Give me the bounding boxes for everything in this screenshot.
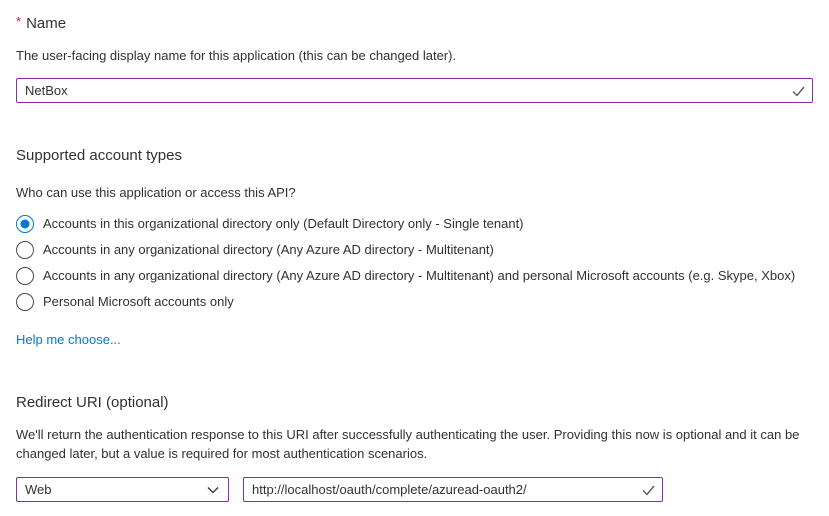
- name-description: The user-facing display name for this application (this can be changed later).: [16, 48, 457, 63]
- redirect-uri-input-wrap: [243, 477, 663, 502]
- name-input-wrap: [16, 78, 813, 103]
- name-title-text: Name: [26, 15, 67, 32]
- radio-option-label: Accounts in any organizational directory (Any Azure AD directory - Multitenant) and personal Microsoft accounts (e.g. Skype, Xbox): [43, 268, 796, 283]
- radio-option-single-tenant[interactable]: [16, 211, 813, 237]
- radio-option-multitenant[interactable]: [16, 237, 813, 263]
- platform-select-value: Web: [25, 482, 52, 497]
- redirect-uri-controls: [16, 477, 813, 502]
- redirect-uri-title: Redirect URI (optional): [16, 394, 169, 411]
- required-asterisk: *: [16, 14, 22, 29]
- radio-option-multitenant-personal[interactable]: [16, 263, 813, 289]
- radio-button-icon[interactable]: [16, 215, 34, 233]
- checkmark-icon: [791, 83, 806, 98]
- radio-option-label: Accounts in any organizational directory (Any Azure AD directory - Multitenant): [43, 242, 494, 257]
- radio-button-icon[interactable]: [16, 241, 34, 259]
- redirect-uri-section: [16, 393, 813, 502]
- account-types-title: Supported account types: [16, 147, 182, 164]
- name-section-title: [16, 12, 813, 34]
- radio-button-icon[interactable]: [16, 267, 34, 285]
- radio-button-icon[interactable]: [16, 293, 34, 311]
- redirect-uri-input[interactable]: [243, 477, 663, 502]
- account-types-radio-group: [16, 211, 813, 315]
- account-types-section: [16, 146, 813, 349]
- platform-select[interactable]: [16, 477, 229, 502]
- radio-option-personal-only[interactable]: [16, 289, 813, 315]
- name-section: [16, 12, 813, 103]
- account-types-question: Who can use this application or access this API?: [16, 185, 296, 200]
- radio-option-label: Personal Microsoft accounts only: [43, 294, 234, 309]
- chevron-down-icon: [206, 483, 220, 497]
- redirect-uri-description: We'll return the authentication response to this URI after successfully authenticating the user. Providing this now is optional and it can be changed later, but a value is required for most authentication scenarios.: [16, 427, 800, 461]
- checkmark-icon: [641, 482, 656, 497]
- name-input[interactable]: [16, 78, 813, 103]
- radio-option-label: Accounts in this organizational directory only (Default Directory only - Single tenant): [43, 216, 524, 231]
- help-me-choose-link[interactable]: Help me choose...: [16, 332, 121, 347]
